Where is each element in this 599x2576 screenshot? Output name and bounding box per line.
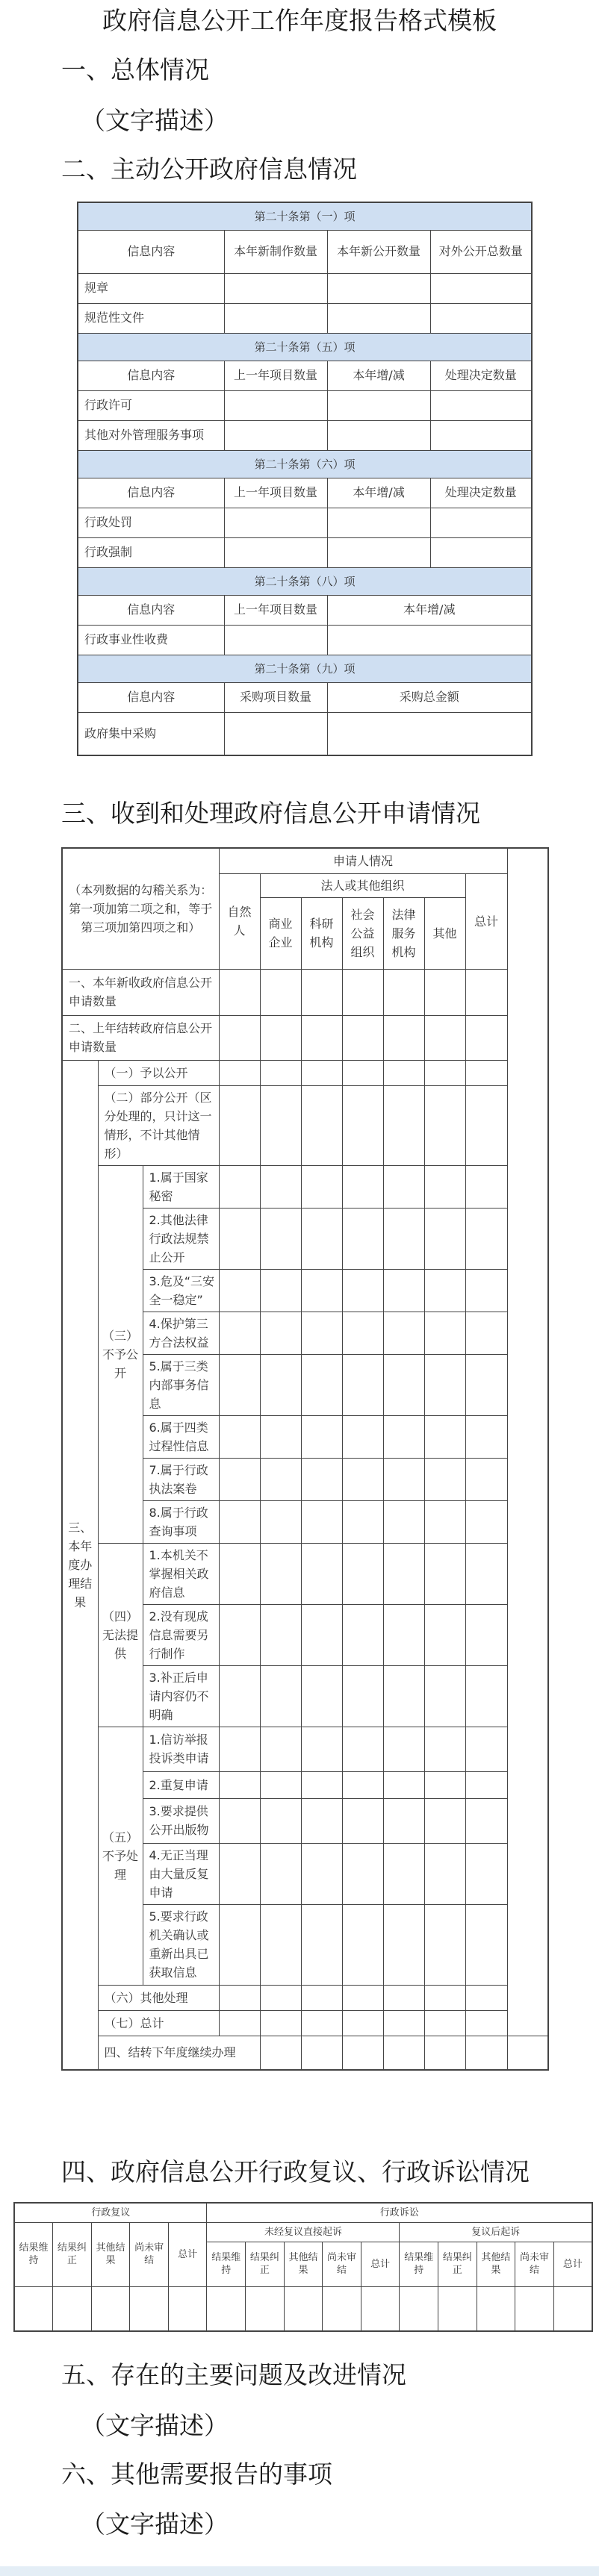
table2-item-label: 5.要求行政机关确认或重新出具已获取信息	[143, 1904, 219, 1985]
table-cell	[342, 969, 383, 1015]
table-cell	[342, 2036, 383, 2070]
table-cell	[301, 1543, 342, 1604]
table2-item-label: 6.属于四类过程性信息	[143, 1415, 219, 1458]
table-cell	[260, 1843, 301, 1904]
table-cell	[400, 2286, 438, 2331]
table-cell	[301, 2010, 342, 2036]
table2-legal-header: 法人或其他组织	[260, 873, 465, 897]
table-cell	[424, 1165, 465, 1208]
table2-item-label: 8.属于行政查询事项	[143, 1500, 219, 1543]
table1-cell	[224, 537, 327, 567]
table2-item-label: 5.属于三类内部事务信息	[143, 1354, 219, 1415]
table3-col-header: 总计	[361, 2242, 400, 2286]
table-cell	[260, 1985, 301, 2010]
table-cell	[260, 1015, 301, 1060]
table-cell	[383, 1985, 424, 2010]
table2-col-header: 其他	[424, 897, 465, 969]
table3-col-header: 结果维持	[14, 2222, 53, 2286]
table1-section-header: 第二十条第（八）项	[78, 567, 532, 595]
table-cell	[260, 969, 301, 1015]
table-cell	[383, 1543, 424, 1604]
table2-item-label: 2.没有现成信息需要另行制作	[143, 1604, 219, 1665]
table3-direct-header: 未经复议直接起诉	[207, 2222, 400, 2242]
table-cell	[260, 1543, 301, 1604]
table1-cell	[430, 537, 532, 567]
table-cell	[424, 969, 465, 1015]
table1-row-label: 行政许可	[78, 390, 224, 420]
table-cell	[383, 1312, 424, 1354]
table2-item-label: 7.属于行政执法案卷	[143, 1458, 219, 1500]
table-cell	[424, 1060, 465, 1085]
table-cell	[383, 969, 424, 1015]
table-cell	[219, 2010, 260, 2036]
table-cell	[260, 1415, 301, 1458]
table-cell	[219, 1165, 260, 1208]
table2-row-label: 二、上年结转政府信息公开申请数量	[62, 1015, 219, 1060]
section-5-heading: 五、存在的主要问题及改进情况	[61, 2360, 406, 2389]
table-cell	[246, 2286, 285, 2331]
table-cell	[424, 2036, 465, 2070]
table2-result-group-label: 三、本年度办理结果	[62, 1060, 98, 2070]
table1-col-header: 处理决定数量	[430, 478, 532, 508]
table-cell	[260, 1085, 301, 1165]
table2-item-label: 1.信访举报投诉类申请	[143, 1727, 219, 1771]
table-cell	[507, 2036, 548, 2070]
table1-cell	[430, 303, 532, 333]
table1-row-label: 规章	[78, 273, 224, 303]
table-cell	[383, 1015, 424, 1060]
table-cell	[342, 1604, 383, 1665]
table-cell	[383, 1798, 424, 1843]
section-3-heading: 三、收到和处理政府信息公开申请情况	[61, 799, 480, 828]
table3-col-header: 结果维持	[400, 2242, 438, 2286]
table1-row-label: 规范性文件	[78, 303, 224, 333]
table1-col-header: 本年新制作数量	[224, 230, 327, 273]
table-cell	[342, 1458, 383, 1500]
table2-row-label: （六）其他处理	[98, 1985, 219, 2010]
table-cell	[342, 1354, 383, 1415]
table-cell	[465, 969, 507, 1015]
table2-corner-note: （本列数据的勾稽关系为：第一项加第二项之和，等于第三项加第四项之和）	[62, 848, 219, 969]
table-cell	[424, 1354, 465, 1415]
table-cell	[260, 1354, 301, 1415]
table-cell	[424, 1015, 465, 1060]
table-cell	[438, 2286, 477, 2331]
table-cell	[383, 1771, 424, 1798]
table-cell	[424, 1208, 465, 1269]
table-cell	[260, 1904, 301, 1985]
table1-row-label: 行政处罚	[78, 508, 224, 537]
table-cell	[465, 2010, 507, 2036]
table-cell	[301, 1843, 342, 1904]
table-cell	[301, 1985, 342, 2010]
table1-section-header: 第二十条第（五）项	[78, 333, 532, 361]
table-cell	[424, 1727, 465, 1771]
table-cell	[219, 1354, 260, 1415]
table-cell	[219, 1985, 260, 2010]
table2-item-label: 1.属于国家秘密	[143, 1165, 219, 1208]
table-cell	[301, 1458, 342, 1500]
table-cell	[465, 1060, 507, 1085]
table-cell	[301, 1269, 342, 1312]
table3-col-header: 结果纠正	[53, 2222, 92, 2286]
table1-section-header: 第二十条第（一）项	[78, 202, 532, 230]
table1-cell	[327, 625, 532, 655]
table1-cell	[224, 712, 327, 755]
table-cell	[465, 1500, 507, 1543]
table-cell	[342, 1771, 383, 1798]
table-cell	[342, 1665, 383, 1727]
table3-col-header: 其他结果	[477, 2242, 515, 2286]
table-cell	[301, 1312, 342, 1354]
table-cell	[219, 1798, 260, 1843]
table-cell	[465, 1543, 507, 1604]
table3-col-header: 结果维持	[207, 2242, 246, 2286]
table-cell	[465, 1771, 507, 1798]
table-cell	[91, 2286, 130, 2331]
table-cell	[260, 2010, 301, 2036]
review-litigation-table	[13, 2202, 593, 2332]
table-cell	[383, 1085, 424, 1165]
table-cell	[383, 1604, 424, 1665]
table-cell	[465, 1604, 507, 1665]
table-cell	[219, 1843, 260, 1904]
table1-cell	[224, 390, 327, 420]
application-handling-table	[61, 847, 549, 2071]
table-cell	[301, 1165, 342, 1208]
table-cell	[465, 1269, 507, 1312]
table-cell	[284, 2286, 323, 2331]
table-cell	[383, 1843, 424, 1904]
table-cell	[383, 1208, 424, 1269]
table1-cell	[327, 508, 430, 537]
table-cell	[219, 969, 260, 1015]
table1-cell	[224, 625, 327, 655]
table-cell	[465, 1085, 507, 1165]
table2-row-label: （七）总计	[98, 2010, 219, 2036]
table1-cell	[224, 303, 327, 333]
table1-col-header: 信息内容	[78, 682, 224, 712]
table-cell	[260, 1771, 301, 1798]
table-cell	[219, 1665, 260, 1727]
table-cell	[260, 1060, 301, 1085]
table-cell	[465, 2036, 507, 2070]
table1-cell	[327, 303, 430, 333]
table1-row-label: 其他对外管理服务事项	[78, 420, 224, 450]
table-cell	[260, 1458, 301, 1500]
table1-cell	[327, 712, 532, 755]
table-cell	[219, 1727, 260, 1771]
table-cell	[383, 1269, 424, 1312]
table1-cell	[430, 273, 532, 303]
table2-total-header: 总计	[465, 873, 507, 969]
table1-col-header: 采购项目数量	[224, 682, 327, 712]
table-cell	[219, 1015, 260, 1060]
table-cell	[342, 1904, 383, 1985]
table-cell	[219, 1771, 260, 1798]
table1-cell	[327, 273, 430, 303]
table-cell	[260, 2036, 301, 2070]
table-cell	[219, 1415, 260, 1458]
section-1-heading: 一、总体情况	[61, 55, 209, 84]
section-6-text: （文字描述）	[81, 2510, 229, 2539]
table2-subgroup-label: （三）不予公开	[98, 1165, 143, 1543]
table2-natural-person: 自然人	[219, 873, 260, 969]
table-cell	[342, 1543, 383, 1604]
table1-cell	[224, 420, 327, 450]
table-cell	[219, 1312, 260, 1354]
table-cell	[342, 2010, 383, 2036]
table2-item-label: 4.保护第三方合法权益	[143, 1312, 219, 1354]
table-cell	[465, 1665, 507, 1727]
table-cell	[207, 2286, 246, 2331]
table1-col-header: 本年增/减	[327, 595, 532, 625]
table-cell	[424, 1543, 465, 1604]
table-cell	[53, 2286, 92, 2331]
table-cell	[424, 1771, 465, 1798]
table-cell	[424, 1500, 465, 1543]
table2-subgroup-label: （四）无法提供	[98, 1543, 143, 1727]
table1-cell	[224, 508, 327, 537]
table1-cell	[430, 420, 532, 450]
table-cell	[301, 1354, 342, 1415]
table3-col-header: 尚未审结	[130, 2222, 169, 2286]
table-cell	[383, 1500, 424, 1543]
table-cell	[465, 1015, 507, 1060]
table1-col-header: 本年新公开数量	[327, 230, 430, 273]
table-cell	[424, 1904, 465, 1985]
table-cell	[465, 1354, 507, 1415]
table-cell	[424, 1985, 465, 2010]
table1-section-header: 第二十条第（九）项	[78, 655, 532, 682]
table-cell	[219, 1543, 260, 1604]
table1-col-header: 上一年项目数量	[224, 595, 327, 625]
table-cell	[301, 1771, 342, 1798]
table-cell	[323, 2286, 361, 2331]
section-1-text: （文字描述）	[81, 106, 229, 135]
section-6-heading: 六、其他需要报告的事项	[61, 2460, 332, 2489]
table2-col-header: 法律服务机构	[383, 897, 424, 969]
table-cell	[465, 1985, 507, 2010]
table-cell	[301, 1085, 342, 1165]
table-cell	[342, 1727, 383, 1771]
table-cell	[383, 1165, 424, 1208]
table1-col-header: 上一年项目数量	[224, 478, 327, 508]
table-cell	[301, 2036, 342, 2070]
table-cell	[342, 1015, 383, 1060]
table-cell	[424, 1604, 465, 1665]
table-cell	[383, 2036, 424, 2070]
table-cell	[342, 1312, 383, 1354]
table3-col-header: 总计	[553, 2242, 592, 2286]
table2-subgroup-label: （五）不予处理	[98, 1727, 143, 1985]
table-cell	[342, 1269, 383, 1312]
table1-col-header: 上一年项目数量	[224, 361, 327, 390]
table-cell	[260, 1165, 301, 1208]
table-cell	[553, 2286, 592, 2331]
table-cell	[14, 2286, 53, 2331]
table-cell	[260, 1269, 301, 1312]
table3-col-header: 结果纠正	[246, 2242, 285, 2286]
table-cell	[465, 1312, 507, 1354]
table2-item-label: 1.本机关不掌握相关政府信息	[143, 1543, 219, 1604]
table-cell	[260, 1665, 301, 1727]
table2-col-header: 社会公益组织	[342, 897, 383, 969]
table2-col-header: 商业企业	[260, 897, 301, 969]
table1-row-label: 行政事业性收费	[78, 625, 224, 655]
table1-row-label: 政府集中采购	[78, 712, 224, 755]
table-cell	[130, 2286, 169, 2331]
table-cell	[301, 1415, 342, 1458]
table-cell	[219, 1458, 260, 1500]
table1-col-header: 处理决定数量	[430, 361, 532, 390]
table-cell	[301, 1665, 342, 1727]
table3-col-header: 总计	[168, 2222, 207, 2286]
section-4-heading: 四、政府信息公开行政复议、行政诉讼情况	[61, 2157, 530, 2186]
table-cell	[260, 1604, 301, 1665]
table-cell	[301, 1015, 342, 1060]
table-cell	[424, 1458, 465, 1500]
table-cell	[383, 1665, 424, 1727]
table1-col-header: 本年增/减	[327, 361, 430, 390]
table3-col-header: 尚未审结	[515, 2242, 554, 2286]
table3-litigation-header: 行政诉讼	[207, 2203, 592, 2222]
table1-cell	[327, 537, 430, 567]
table2-item-label: 3.补正后申请内容仍不明确	[143, 1665, 219, 1727]
table-cell	[383, 2010, 424, 2036]
table-cell	[260, 1727, 301, 1771]
table2-row-label: 四、结转下年度继续办理	[98, 2036, 260, 2070]
table-cell	[383, 1415, 424, 1458]
table-cell	[301, 1727, 342, 1771]
table-cell	[424, 1312, 465, 1354]
table2-row-label: （二）部分公开（区分处理的，只计这一情形，不计其他情形）	[98, 1085, 219, 1165]
table3-col-header: 其他结果	[284, 2242, 323, 2286]
table-cell	[465, 1165, 507, 1208]
table-cell	[342, 1500, 383, 1543]
table-cell	[465, 1904, 507, 1985]
table-cell	[260, 1500, 301, 1543]
table1-col-header: 信息内容	[78, 361, 224, 390]
table-cell	[301, 1904, 342, 1985]
table2-row-label: （一）予以公开	[98, 1060, 219, 1085]
table1-col-header: 信息内容	[78, 478, 224, 508]
table-cell	[342, 1060, 383, 1085]
table-cell	[342, 1985, 383, 2010]
table-cell	[168, 2286, 207, 2331]
table-cell	[383, 1060, 424, 1085]
bottom-strip	[0, 2566, 599, 2576]
proactive-disclosure-table	[77, 202, 533, 756]
table2-applicant-header: 申请人情况	[219, 848, 507, 873]
table-cell	[219, 1208, 260, 1269]
table1-cell	[327, 390, 430, 420]
table-cell	[342, 1208, 383, 1269]
table-cell	[383, 1904, 424, 1985]
table-cell	[424, 1415, 465, 1458]
table-cell	[260, 1798, 301, 1843]
table1-col-header: 信息内容	[78, 230, 224, 273]
table-cell	[465, 1843, 507, 1904]
document-title: 政府信息公开工作年度报告格式模板	[102, 6, 497, 35]
table-cell	[383, 1458, 424, 1500]
table-cell	[342, 1165, 383, 1208]
table1-cell	[430, 508, 532, 537]
table2-item-label: 3.要求提供公开出版物	[143, 1798, 219, 1843]
table-cell	[342, 1843, 383, 1904]
table1-col-header: 信息内容	[78, 595, 224, 625]
table-cell	[361, 2286, 400, 2331]
table-cell	[465, 1798, 507, 1843]
table1-section-header: 第二十条第（六）项	[78, 450, 532, 478]
table-cell	[465, 1458, 507, 1500]
table-cell	[424, 1085, 465, 1165]
table-cell	[301, 1060, 342, 1085]
table-cell	[301, 1208, 342, 1269]
table-cell	[342, 1415, 383, 1458]
section-2-heading: 二、主动公开政府信息情况	[61, 155, 357, 184]
table-cell	[342, 1085, 383, 1165]
table-cell	[424, 1269, 465, 1312]
table-cell	[424, 2010, 465, 2036]
table-cell	[260, 1312, 301, 1354]
table-cell	[260, 1208, 301, 1269]
table-cell	[383, 1354, 424, 1415]
table2-row-label: 一、本年新收政府信息公开申请数量	[62, 969, 219, 1015]
table-cell	[383, 1727, 424, 1771]
table2-item-label: 3.危及“三安全一稳定”	[143, 1269, 219, 1312]
table-cell	[424, 1798, 465, 1843]
table2-item-label: 2.其他法律行政法规禁止公开	[143, 1208, 219, 1269]
table3-col-header: 结果纠正	[438, 2242, 477, 2286]
table-cell	[219, 1604, 260, 1665]
table3-after-header: 复议后起诉	[400, 2222, 592, 2242]
table1-col-header: 对外公开总数量	[430, 230, 532, 273]
table-cell	[301, 969, 342, 1015]
table-cell	[219, 1085, 260, 1165]
table-cell	[219, 1904, 260, 1985]
table-cell	[301, 1500, 342, 1543]
table3-col-header: 尚未审结	[323, 2242, 361, 2286]
table3-review-header: 行政复议	[14, 2203, 207, 2222]
table-cell	[424, 1665, 465, 1727]
table2-item-label: 4.无正当理由大量反复申请	[143, 1843, 219, 1904]
table2-col-header: 科研机构	[301, 897, 342, 969]
table-cell	[301, 1798, 342, 1843]
section-5-text: （文字描述）	[81, 2411, 229, 2440]
table1-cell	[327, 420, 430, 450]
table-cell	[465, 1208, 507, 1269]
table-cell	[219, 1269, 260, 1312]
table-cell	[301, 1604, 342, 1665]
table-cell	[477, 2286, 515, 2331]
table-cell	[465, 1727, 507, 1771]
table-cell	[515, 2286, 554, 2331]
table2-item-label: 2.重复申请	[143, 1771, 219, 1798]
table3-col-header: 其他结果	[91, 2222, 130, 2286]
table-cell	[219, 1060, 260, 1085]
table1-cell	[430, 390, 532, 420]
table-cell	[219, 1500, 260, 1543]
table-cell	[424, 1843, 465, 1904]
table1-row-label: 行政强制	[78, 537, 224, 567]
table1-cell	[224, 273, 327, 303]
table1-col-header: 本年增/减	[327, 478, 430, 508]
table1-col-header: 采购总金额	[327, 682, 532, 712]
table-cell	[465, 1415, 507, 1458]
table-cell	[342, 1798, 383, 1843]
